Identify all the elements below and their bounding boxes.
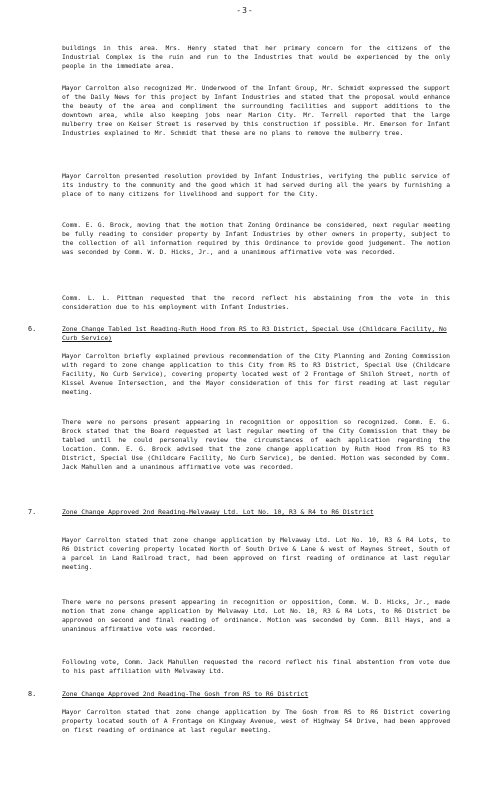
paragraph: Mayor Carrolton also recognized Mr. Underwood of the Infant Group, Mr. Schmidt expressed the support of the Daily News for this project by Infant Industries and stated that the proposal would enhance the beauty of the area and compliment the surrounding facilities and support additions to the downtown area, while also keeping jobs near Marion City. Mr. Terrell reported that the large mulberry tree on Keiser Street is reserved by this construction if possible. Mr. Emerson for Infant Industries explained to Mr. Schmidt that these are no plans to remove the mulberry tree. <box>62 84 450 138</box>
item-title <box>62 508 452 517</box>
paragraph: Mayor Carrolton briefly explained previous recommendation of the City Planning and Zoning Commission with regard to zone change application to this City from RS to R3 District, Special Use (Childcare Facility, No Curb Service), covering property located west of 2 Frontage of Shiloh Street, north of Kissel Avenue Intersection, and the Mayor consideration of this for first reading at last regular meeting. <box>62 352 450 397</box>
item-number: 6. <box>28 325 37 333</box>
paragraph: Comm. E. G. Brock, moving that the motion that Zoning Ordinance be considered, next regular meeting be fully reading to consider property by Infant Industries by other owners in property, subject to the collection of all information required by this Ordinance to provide good judgement. The motion was seconded by Comm. W. D. Hicks, Jr., and a unanimous affirmative vote was recorded. <box>62 221 450 257</box>
item-number: 8. <box>28 690 37 698</box>
paragraph: Following vote, Comm. Jack Mahullen requested the record reflect his final abstention from vote due to his past affiliation with Melvaway Ltd. <box>62 658 450 676</box>
item-title-text: Zone Change Tabled 1st Reading-Ruth Hood from RS to R3 District, Special Use (Childcare Facility, No Curb Service) <box>62 325 447 343</box>
page-number: -3- <box>236 6 254 15</box>
item-title-text: Zone Change Approved 2nd Reading-Melvaway Ltd. Lot No. 10, R3 & R4 to R6 District <box>62 508 374 516</box>
paragraph: Comm. L. L. Pittman requested that the record reflect his abstaining from the vote in this consideration due to his employment with Infant Industries. <box>62 294 450 312</box>
paragraph: Mayor Carrolton presented resolution provided by Infant Industries, verifying the public service of its industry to the community and the good which it had served during all the years by furnishing a place of to many citizens for livelihood and support for the City. <box>62 172 450 199</box>
item-title <box>62 690 452 699</box>
paragraph: Mayor Carrolton stated that zone change application by The Gosh from RS to R6 District covering property located south of A Frontage on Kingway Avenue, west of Highway 54 Drive, had been approved on first reading of ordinance at last regular meeting. <box>62 708 450 735</box>
item-title <box>62 325 452 343</box>
item-number: 7. <box>28 508 37 516</box>
paragraph: buildings in this area. Mrs. Henry stated that her primary concern for the citizens of the Industrial Complex is the ruin and run to the Industries that would be experienced by the only people in the immediate area. <box>62 44 450 71</box>
paragraph: Mayor Carrolton stated that zone change application by Melvaway Ltd. Lot No. 10, R3 & R4 Lots, to R6 District covering property located North of South Drive & Lane & west of Maynes Street, South of a parcel in Land Railroad tract, had been approved on first reading of ordinance at last regular meeting. <box>62 536 450 572</box>
paragraph: There were no persons present appearing in recognition or opposition, Comm. W. D. Hicks, Jr., made motion that zone change application by Melvaway Ltd. Lot No. 10, R3 & R4 Lots, to R6 District be approved on second and final reading of ordinance. Motion was seconded by Comm. Bill Hays, and a unanimous affirmative vote was recorded. <box>62 598 450 634</box>
item-title-text: Zone Change Approved 2nd Reading-The Gosh from RS to R6 District <box>62 690 309 698</box>
paragraph: There were no persons present appearing in recognition or opposition so recognized. Comm. E. G. Brock stated that the Board requested at last regular meeting of the City Commission that they be tabled until he could personally review the circumstances of each application regarding the location. Comm. E. G. Brock advised that the zone change application by Ruth Hood from RS to R3 District, Special Use (Childcare Facility, No Curb Service), be denied. Motion was seconded by Comm. Jack Mahullen and a unanimous affirmative vote was recorded. <box>62 418 450 472</box>
